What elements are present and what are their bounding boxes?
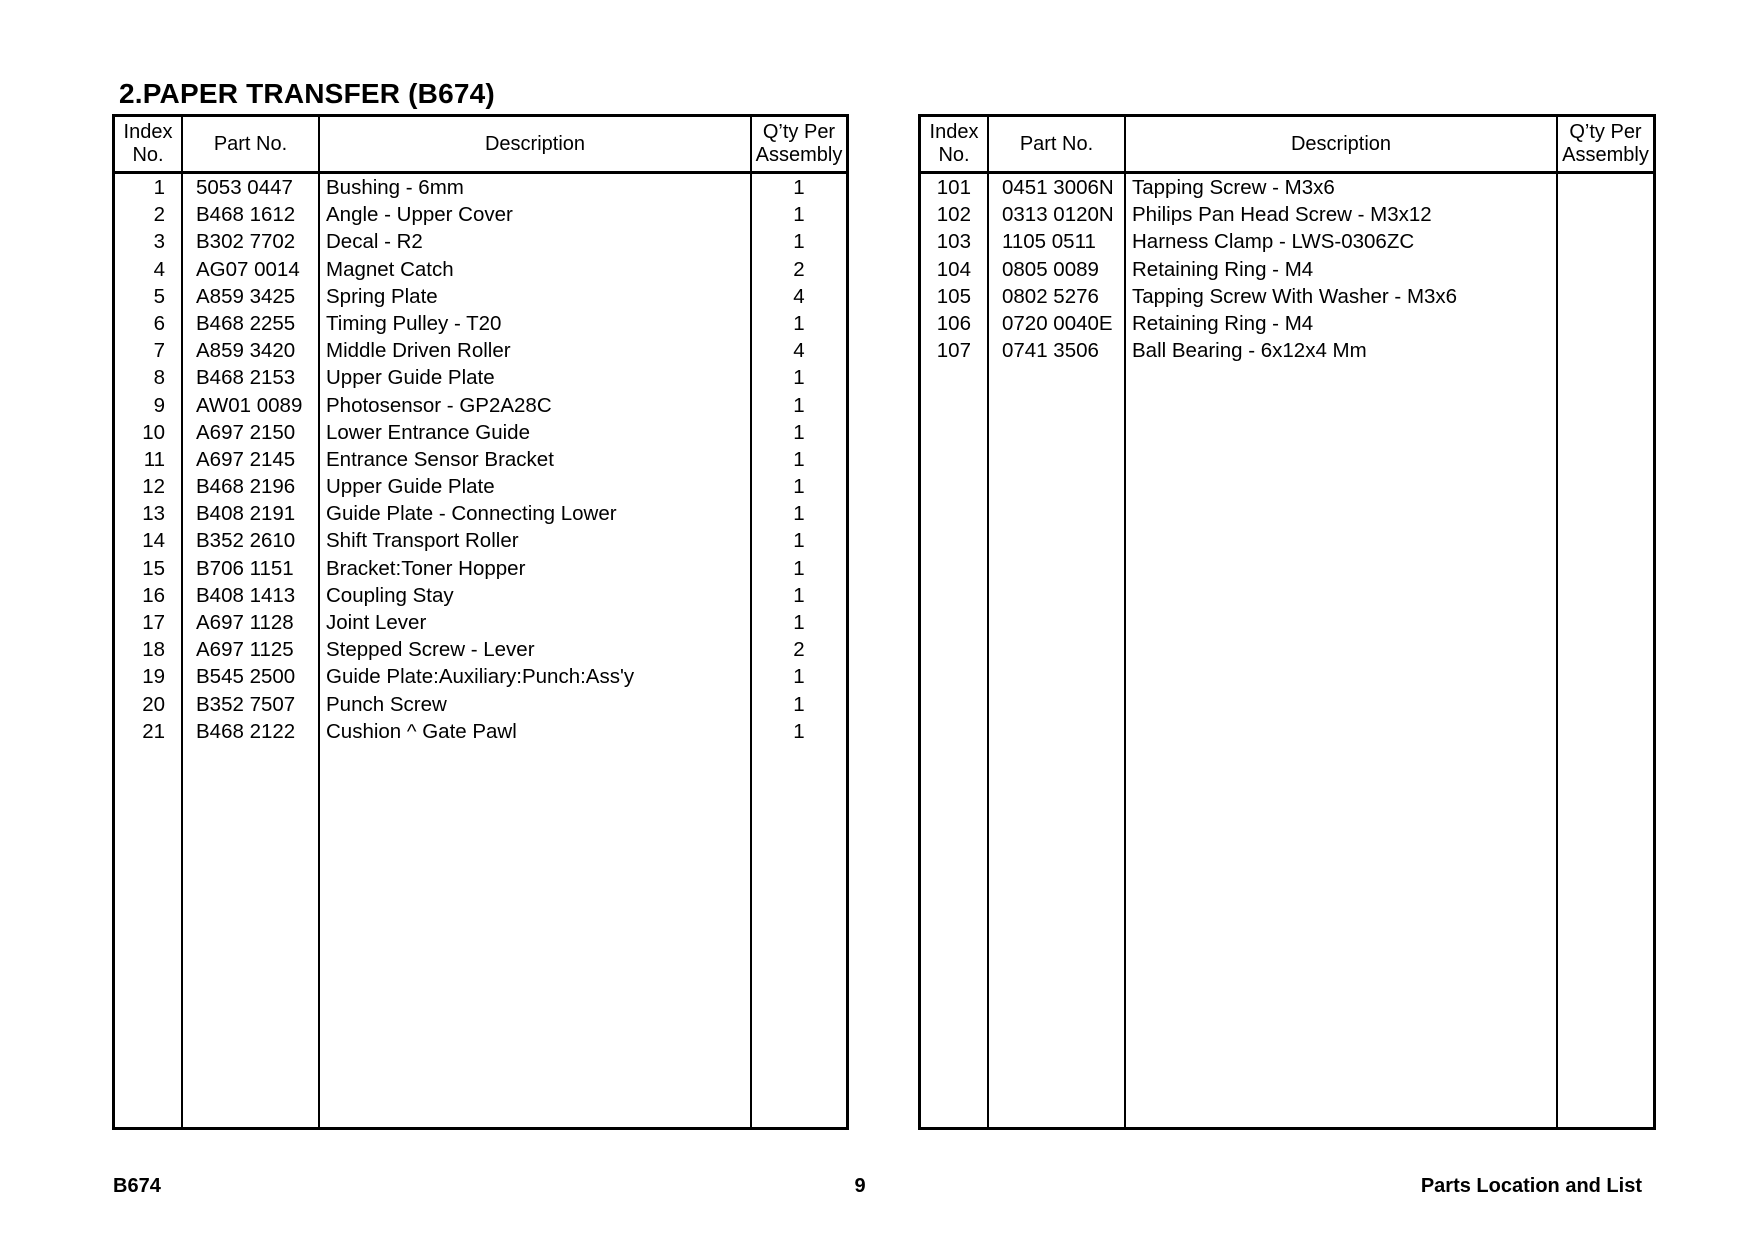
table-row xyxy=(115,392,846,419)
quantity-cell: 2 xyxy=(793,638,805,662)
part-number-cell: 0741 3506 xyxy=(1002,339,1099,363)
part-number-cell: AG07 0014 xyxy=(196,257,300,281)
description-cell: Bushing - 6mm xyxy=(326,176,464,199)
description-cell: Entrance Sensor Bracket xyxy=(326,447,554,471)
part-number-cell: 5053 0447 xyxy=(196,176,293,199)
quantity-cell xyxy=(1558,310,1652,337)
quantity-cell: 1 xyxy=(793,447,805,471)
description-cell: Middle Driven Roller xyxy=(326,339,511,363)
description-cell: Punch Screw xyxy=(326,692,447,716)
part-number-cell: B706 1151 xyxy=(196,556,294,580)
table-row xyxy=(115,228,846,255)
index-cell: 7 xyxy=(153,339,165,363)
quantity-cell: 1 xyxy=(793,665,805,689)
table-row xyxy=(921,337,1653,364)
part-number-cell: B408 1413 xyxy=(196,583,296,607)
table-row xyxy=(921,228,1653,255)
index-cell: 107 xyxy=(936,339,971,363)
table-body-right xyxy=(921,174,1653,364)
index-cell: 4 xyxy=(153,257,165,281)
header-description: Description xyxy=(484,132,586,155)
index-cell: 104 xyxy=(936,257,971,281)
quantity-cell: 1 xyxy=(793,692,805,716)
table-row xyxy=(115,609,846,636)
description-cell: Lower Entrance Guide xyxy=(326,420,530,444)
index-cell: 18 xyxy=(142,638,165,662)
quantity-cell: 1 xyxy=(793,556,805,580)
description-cell: Decal - R2 xyxy=(326,230,423,254)
part-number-cell: B468 2255 xyxy=(196,311,296,335)
part-number-cell: 0802 5276 xyxy=(1002,284,1099,308)
table-row xyxy=(115,174,846,201)
part-number-cell: B352 2610 xyxy=(196,529,296,553)
quantity-cell: 4 xyxy=(793,339,805,363)
table-body-left xyxy=(115,174,846,745)
quantity-cell: 1 xyxy=(793,176,805,199)
table-row xyxy=(115,256,846,283)
description-cell: Harness Clamp - LWS-0306ZC xyxy=(1132,230,1415,254)
table-row xyxy=(115,310,846,337)
description-cell: Timing Pulley - T20 xyxy=(326,311,502,335)
index-cell: 14 xyxy=(142,529,165,553)
part-number-cell: B468 2153 xyxy=(196,366,296,390)
table-row xyxy=(115,663,846,690)
description-cell: Bracket:Toner Hopper xyxy=(326,556,526,580)
table-row xyxy=(921,201,1653,228)
index-cell: 8 xyxy=(153,366,165,390)
index-cell: 19 xyxy=(142,665,165,689)
parts-table-right xyxy=(918,114,1656,1130)
table-row xyxy=(921,174,1653,201)
quantity-cell: 1 xyxy=(793,420,805,444)
table-row xyxy=(115,555,846,582)
quantity-cell: 1 xyxy=(793,203,805,227)
index-cell: 11 xyxy=(143,447,165,471)
index-cell: 17 xyxy=(142,611,165,634)
header-description: Description xyxy=(1290,132,1392,155)
footer-section: Parts Location and List xyxy=(1420,1175,1642,1197)
table-row xyxy=(921,283,1653,310)
description-cell: Guide Plate:Auxiliary:Punch:Ass'y xyxy=(326,665,635,689)
part-number-cell: B468 2122 xyxy=(196,719,296,743)
table-row xyxy=(115,364,846,391)
quantity-cell xyxy=(1558,201,1652,228)
quantity-cell: 1 xyxy=(793,611,805,634)
footer-model: B674 xyxy=(113,1175,161,1197)
header-part-no: Part No. xyxy=(1019,132,1094,155)
quantity-cell: 1 xyxy=(793,529,805,553)
header-qty: Q’ty Per Assembly xyxy=(755,121,843,166)
header-part-no: Part No. xyxy=(213,132,288,155)
footer-page-number: 9 xyxy=(854,1175,866,1197)
table-row xyxy=(115,718,846,745)
part-number-cell: B545 2500 xyxy=(196,665,296,689)
description-cell: Guide Plate - Connecting Lower xyxy=(326,502,617,526)
part-number-cell: 0313 0120N xyxy=(1002,203,1114,227)
part-number-cell: A859 3425 xyxy=(196,284,296,308)
table-row xyxy=(115,419,846,446)
table-row xyxy=(115,636,846,663)
description-cell: Stepped Screw - Lever xyxy=(326,638,535,662)
quantity-cell: 1 xyxy=(793,366,805,390)
part-number-cell: 1105 0511 xyxy=(1002,230,1096,254)
index-cell: 103 xyxy=(936,230,971,254)
index-cell: 16 xyxy=(142,583,165,607)
index-cell: 101 xyxy=(936,176,971,199)
description-cell: Tapping Screw - M3x6 xyxy=(1132,176,1335,199)
table-row xyxy=(115,337,846,364)
table-row xyxy=(115,527,846,554)
table-row xyxy=(921,256,1653,283)
table-header xyxy=(921,117,1653,171)
part-number-cell: B302 7702 xyxy=(196,230,296,254)
header-index: Index No. xyxy=(929,121,979,166)
index-cell: 20 xyxy=(142,692,165,716)
part-number-cell: B352 7507 xyxy=(196,692,296,716)
index-cell: 21 xyxy=(142,719,165,743)
table-row xyxy=(115,201,846,228)
index-cell: 13 xyxy=(142,502,165,526)
quantity-cell xyxy=(1558,256,1652,283)
part-number-cell: AW01 0089 xyxy=(196,393,303,417)
table-row xyxy=(115,691,846,718)
table-row xyxy=(115,473,846,500)
part-number-cell: 0720 0040E xyxy=(1002,311,1113,335)
description-cell: Retaining Ring - M4 xyxy=(1132,311,1314,335)
quantity-cell: 1 xyxy=(793,311,805,335)
index-cell: 106 xyxy=(936,311,971,335)
description-cell: Spring Plate xyxy=(326,284,438,308)
index-cell: 1 xyxy=(153,176,165,199)
table-row xyxy=(921,310,1653,337)
description-cell: Upper Guide Plate xyxy=(326,475,495,499)
page-title: 2.PAPER TRANSFER (B674) xyxy=(119,78,495,109)
index-cell: 6 xyxy=(153,311,165,335)
table-header xyxy=(115,117,846,171)
table-row xyxy=(115,446,846,473)
quantity-cell: 1 xyxy=(793,230,805,254)
description-cell: Coupling Stay xyxy=(326,583,454,607)
index-cell: 12 xyxy=(142,475,165,499)
part-number-cell: B408 2191 xyxy=(196,502,296,526)
header-index: Index No. xyxy=(123,121,173,166)
quantity-cell: 2 xyxy=(793,257,805,281)
quantity-cell: 1 xyxy=(793,475,805,499)
description-cell: Cushion ^ Gate Pawl xyxy=(326,719,517,743)
description-cell: Retaining Ring - M4 xyxy=(1132,257,1314,281)
part-number-cell: 0451 3006N xyxy=(1002,176,1114,199)
table-row xyxy=(115,500,846,527)
description-cell: Shift Transport Roller xyxy=(326,529,519,553)
description-cell: Ball Bearing - 6x12x4 Mm xyxy=(1132,339,1367,363)
part-number-cell: A697 2150 xyxy=(196,420,296,444)
index-cell: 3 xyxy=(153,230,165,254)
quantity-cell: 1 xyxy=(793,719,805,743)
part-number-cell: A859 3420 xyxy=(196,339,296,363)
part-number-cell: 0805 0089 xyxy=(1002,257,1099,281)
description-cell: Tapping Screw With Washer - M3x6 xyxy=(1132,284,1458,308)
index-cell: 10 xyxy=(142,420,165,444)
quantity-cell xyxy=(1558,174,1652,201)
index-cell: 5 xyxy=(153,284,165,308)
index-cell: 105 xyxy=(936,284,971,308)
quantity-cell xyxy=(1558,337,1652,364)
table-row xyxy=(115,582,846,609)
part-number-cell: B468 1612 xyxy=(196,203,296,227)
description-cell: Upper Guide Plate xyxy=(326,366,495,390)
index-cell: 102 xyxy=(936,203,971,227)
parts-table-left xyxy=(112,114,849,1130)
table-row xyxy=(115,283,846,310)
index-cell: 9 xyxy=(153,393,165,417)
part-number-cell: B468 2196 xyxy=(196,475,296,499)
index-cell: 15 xyxy=(142,556,165,580)
part-number-cell: A697 1125 xyxy=(196,638,294,662)
index-cell: 2 xyxy=(153,203,165,227)
description-cell: Magnet Catch xyxy=(326,257,454,281)
header-qty: Q’ty Per Assembly xyxy=(1562,121,1649,166)
quantity-cell: 1 xyxy=(793,502,805,526)
quantity-cell: 4 xyxy=(793,284,805,308)
description-cell: Joint Lever xyxy=(326,611,427,634)
description-cell: Angle - Upper Cover xyxy=(326,203,513,227)
quantity-cell: 1 xyxy=(793,393,805,417)
quantity-cell xyxy=(1558,283,1652,310)
part-number-cell: A697 2145 xyxy=(196,447,296,471)
part-number-cell: A697 1128 xyxy=(196,611,294,634)
quantity-cell: 1 xyxy=(793,583,805,607)
description-cell: Philips Pan Head Screw - M3x12 xyxy=(1132,203,1432,227)
description-cell: Photosensor - GP2A28C xyxy=(326,393,552,417)
quantity-cell xyxy=(1558,228,1652,255)
